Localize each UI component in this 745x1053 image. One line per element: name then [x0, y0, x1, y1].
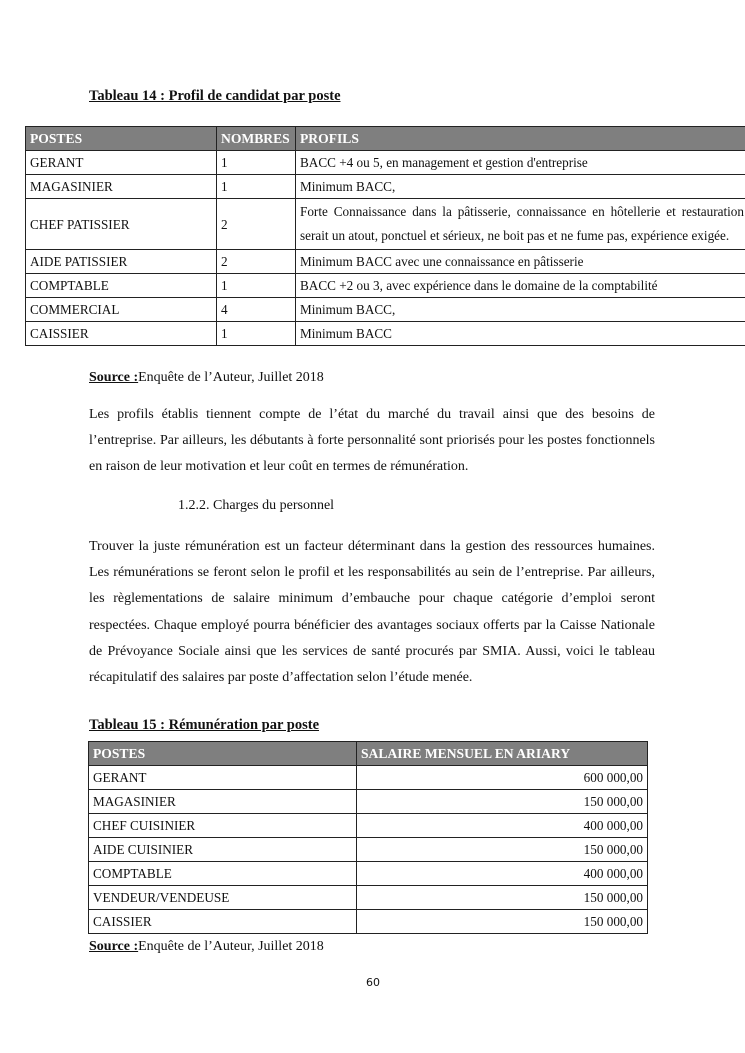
cell-poste: GERANT [26, 151, 217, 175]
table15-caption: Tableau 15 : Rémunération par poste [89, 717, 320, 733]
source-text: Enquête de l’Auteur, Juillet 2018 [138, 370, 324, 385]
source-label: Source : [89, 370, 139, 385]
cell-salaire: 150 000,00 [357, 790, 648, 814]
table-row [89, 814, 648, 838]
cell-poste: COMPTABLE [26, 274, 217, 298]
cell-nombre: 1 [217, 175, 296, 199]
cell-profil: BACC +4 ou 5, en management et gestion d'entreprise [296, 151, 745, 175]
cell-nombre: 1 [217, 151, 296, 175]
cell-profil: Forte Connaissance dans la pâtisserie, connaissance en hôtellerie et restauration serait un atout, ponctuel et sérieux, ne boit pas et ne fume pas, expérience exigée. [296, 199, 745, 250]
page-number: 60 [366, 976, 380, 989]
cell-profil: Minimum BACC [296, 322, 745, 346]
source-text: Enquête de l’Auteur, Juillet 2018 [138, 939, 324, 954]
cell-poste: COMMERCIAL [26, 298, 217, 322]
source-label: Source : [89, 939, 139, 954]
cell-profil: BACC +2 ou 3, avec expérience dans le domaine de la comptabilité [296, 274, 745, 298]
paragraph-charges: Trouver la juste rémunération est un facteur déterminant dans la gestion des ressources humaines. Les rémunérations se feront selon le profil et les responsabilités au sein de l’entreprise. Par ailleurs, les règlementations de salaire minimum d’embauche pour chaque catégorie d’emploi seront respectées. Chaque employé pourra bénéficier des avantages sociaux offerts par la Caisse Nationale de Prévoyance Sociale ainsi que les services de santé procurés par SMIA. Aussi, voici le tableau récapitulatif des salaires par poste d’affectation selon l’étude menée. [89, 539, 655, 686]
table-row [26, 151, 745, 175]
table14-caption: Tableau 14 : Profil de candidat par poste [89, 88, 341, 104]
table14-source [89, 370, 324, 386]
table-row [26, 199, 745, 250]
column-header-postes: POSTES [89, 742, 357, 766]
cell-salaire: 150 000,00 [357, 910, 648, 934]
table-row [26, 322, 745, 346]
table15-source [89, 939, 324, 955]
cell-poste: COMPTABLE [89, 862, 357, 886]
cell-nombre: 2 [217, 250, 296, 274]
cell-salaire: 150 000,00 [357, 838, 648, 862]
cell-nombre: 4 [217, 298, 296, 322]
table-row [89, 862, 648, 886]
table-row [26, 298, 745, 322]
table-row [89, 910, 648, 934]
paragraph-profiles: Les profils établis tiennent compte de l’état du marché du travail ainsi que des besoins de l’entreprise. Par ailleurs, les débutants à forte personnalité sont priorisés pour les postes fonctionnels en raison de leur motivation et leur coût en termes de rémunération. [89, 407, 655, 475]
column-header-salaire: SALAIRE MENSUEL EN ARIARY [357, 742, 648, 766]
table14-candidate-profiles [25, 126, 745, 346]
cell-nombre: 2 [217, 199, 296, 250]
table15-salaries [88, 741, 648, 934]
cell-nombre: 1 [217, 274, 296, 298]
table-header-row [26, 127, 745, 151]
column-header-profils: PROFILS [296, 127, 745, 151]
table-row [26, 274, 745, 298]
table-header-row [89, 742, 648, 766]
table-row [89, 790, 648, 814]
cell-poste: AIDE CUISINIER [89, 838, 357, 862]
table-row [89, 886, 648, 910]
table-row [26, 175, 745, 199]
table-row [26, 250, 745, 274]
column-header-nombres: NOMBRES [217, 127, 296, 151]
cell-profil: Minimum BACC avec une connaissance en pâtisserie [296, 250, 745, 274]
cell-salaire: 400 000,00 [357, 862, 648, 886]
cell-poste: CAISSIER [26, 322, 217, 346]
cell-poste: GERANT [89, 766, 357, 790]
cell-salaire: 150 000,00 [357, 886, 648, 910]
cell-nombre: 1 [217, 322, 296, 346]
table-row [89, 838, 648, 862]
cell-salaire: 600 000,00 [357, 766, 648, 790]
cell-profil: Minimum BACC, [296, 298, 745, 322]
table-row [89, 766, 648, 790]
column-header-postes: POSTES [26, 127, 217, 151]
cell-profil: Minimum BACC, [296, 175, 745, 199]
cell-poste: CAISSIER [89, 910, 357, 934]
cell-poste: MAGASINIER [89, 790, 357, 814]
cell-poste: AIDE PATISSIER [26, 250, 217, 274]
cell-poste: MAGASINIER [26, 175, 217, 199]
cell-poste: CHEF CUISINIER [89, 814, 357, 838]
cell-poste: CHEF PATISSIER [26, 199, 217, 250]
cell-poste: VENDEUR/VENDEUSE [89, 886, 357, 910]
section-heading: 1.2.2. Charges du personnel [178, 498, 335, 513]
cell-salaire: 400 000,00 [357, 814, 648, 838]
